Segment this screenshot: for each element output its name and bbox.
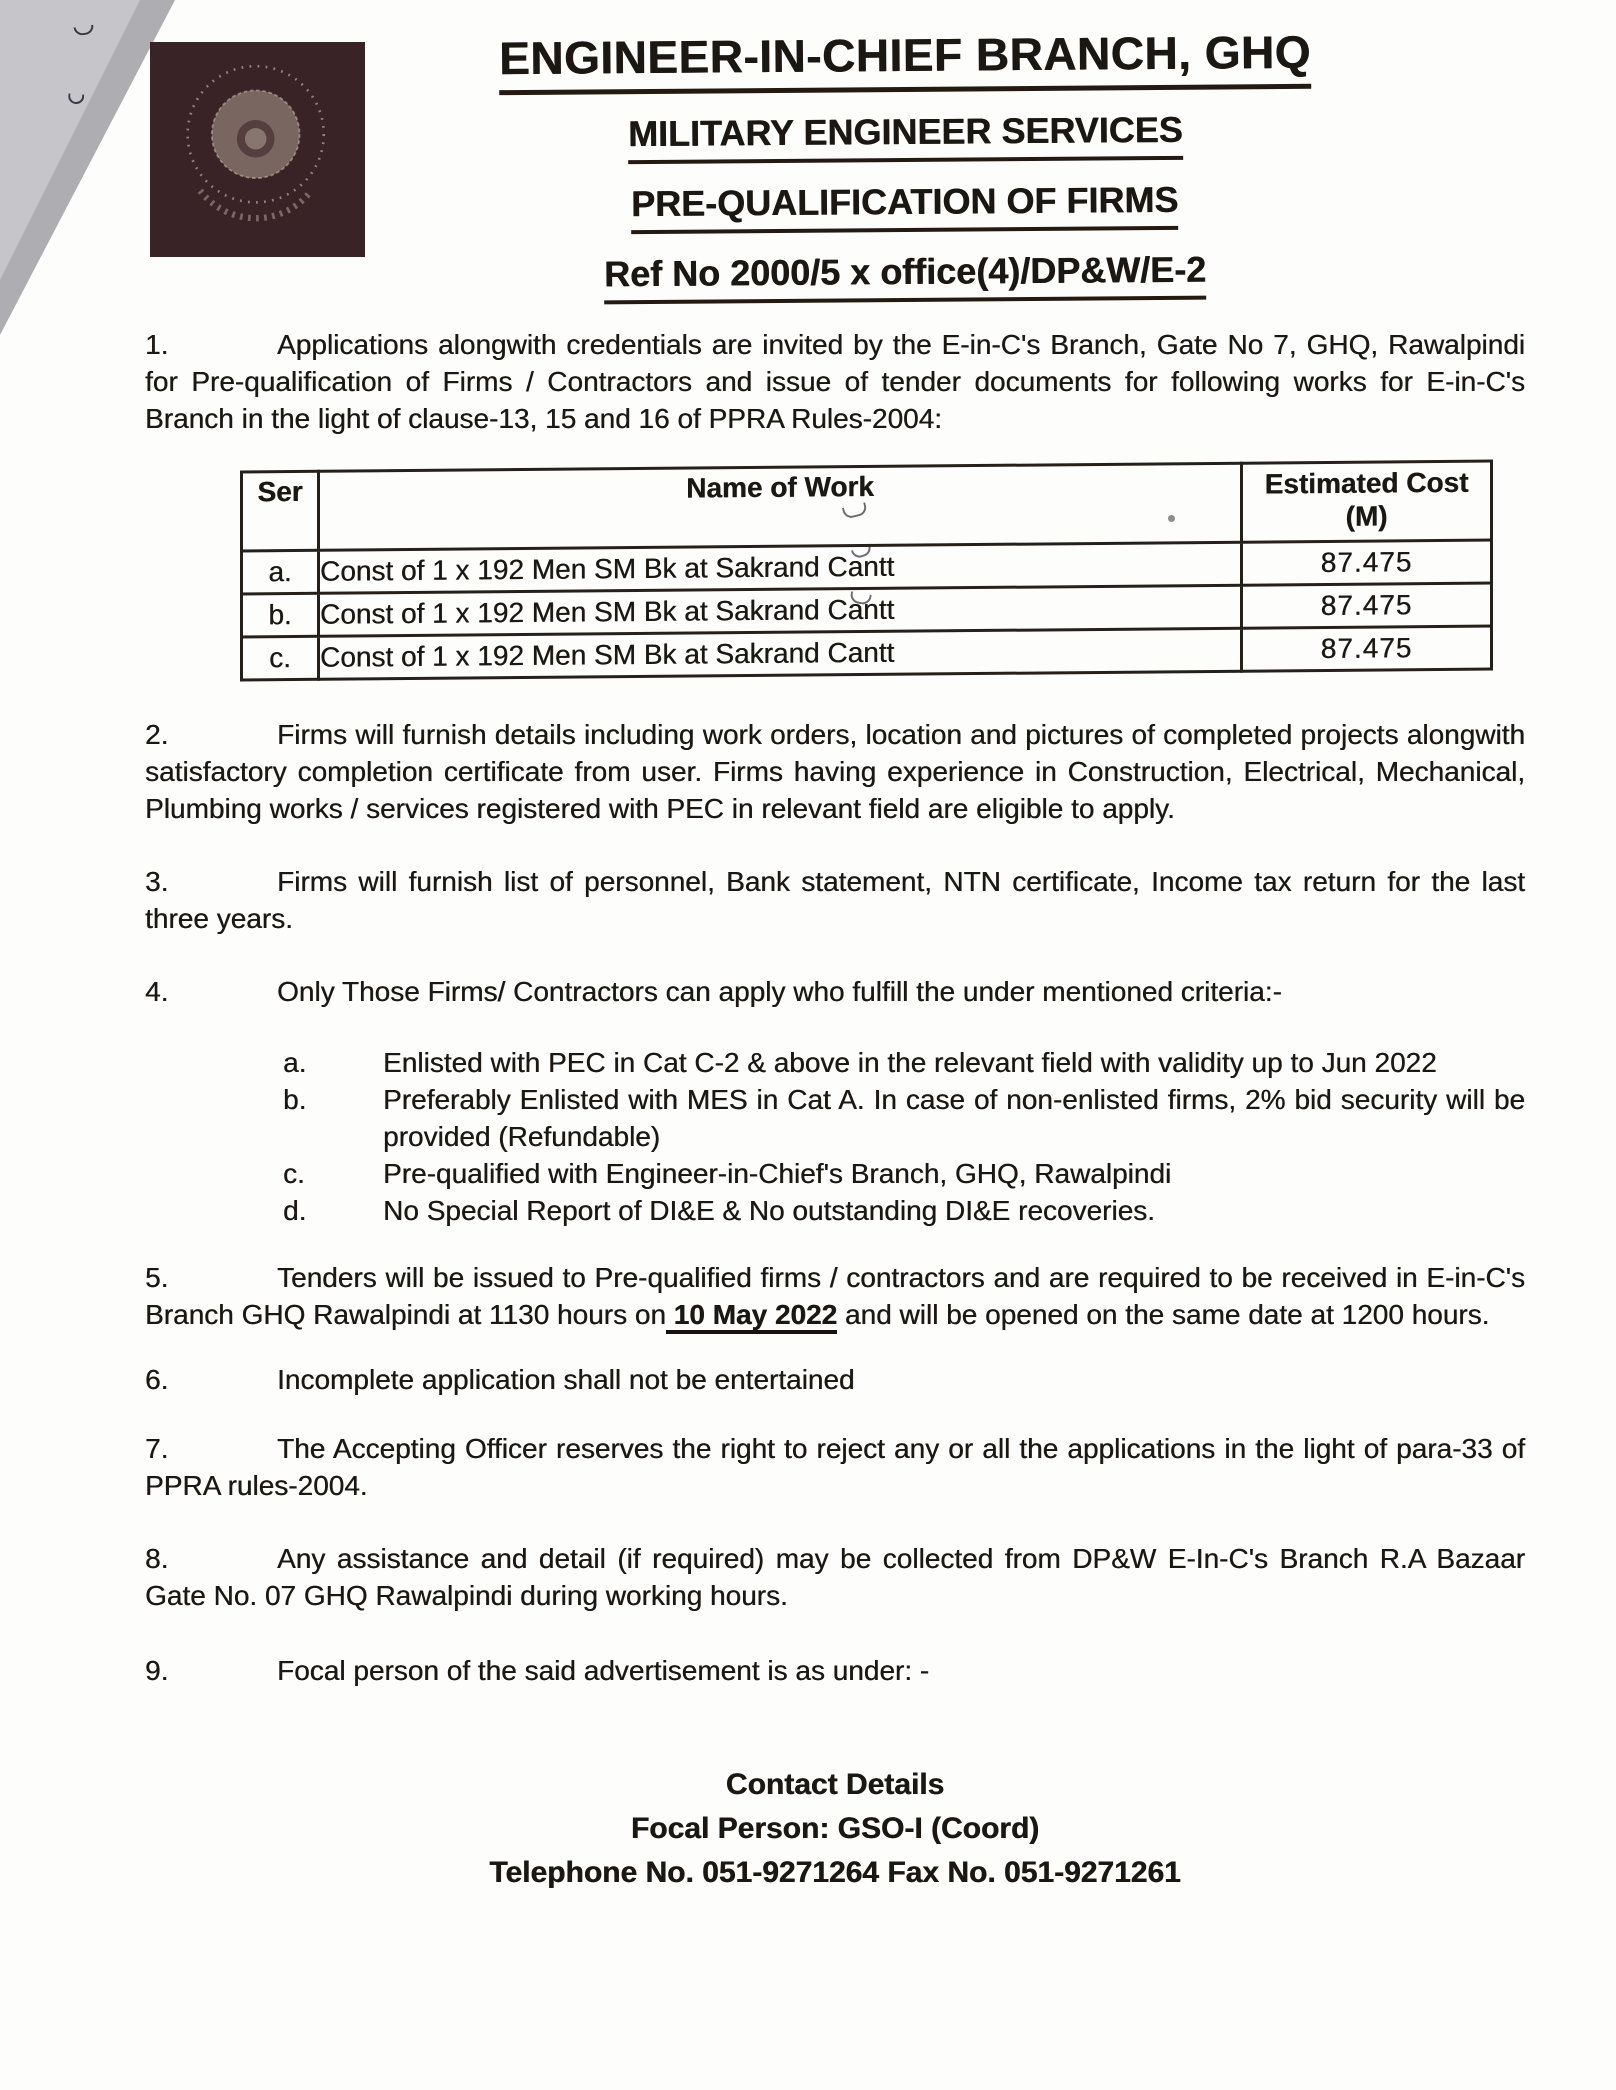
para-number: 2. [145, 719, 169, 750]
item-letter: b. [283, 1084, 307, 1115]
document-header [145, 0, 1525, 300]
work-name-cell: Const of 1 x 192 Men SM Bk at Sakrand Cantt [319, 542, 1242, 593]
criteria-item-c [283, 1155, 1525, 1192]
col-header-cost-line2: (M) [1345, 500, 1388, 532]
contact-phone-fax: Telephone No. 051-9271264 Fax No. 051-9271261 [489, 1856, 1181, 1889]
col-header-cost-line1: Estimated Cost [1264, 466, 1469, 500]
ser-cell: a. [242, 550, 319, 594]
cost-cell: 87.475 [1242, 583, 1492, 628]
paragraph-9 [145, 1652, 1525, 1689]
para-number: 1. [145, 329, 169, 360]
para-text: Focal person of the said advertisement is as under: - [277, 1655, 930, 1686]
criteria-list [283, 1044, 1525, 1229]
title-block [285, 25, 1525, 302]
cost-cell: 87.475 [1242, 540, 1492, 585]
para-text: Any assistance and detail (if required) may be collected from DP&W E-In-C's Branch R.A Bazaar Gate No. 07 GHQ Rawalpindi during working hours. [145, 1543, 1525, 1611]
paragraph-6 [145, 1361, 1525, 1398]
para-number: 4. [145, 976, 169, 1007]
contact-details [145, 1763, 1525, 1895]
contact-title: Contact Details [725, 1768, 945, 1801]
works-table [240, 460, 1493, 682]
item-text: Preferably Enlisted with MES in Cat A. In case of non-enlisted firms, 2% bid security will be provided (Refundable) [383, 1084, 1525, 1152]
para-text: Firms will furnish details including work orders, location and pictures of completed projects alongwith satisfactory completion certificate from user. Firms having experience in Construction, Electrical, Mechanical, Plumbing works / services registered with PEC in relevant field are eligible to apply. [145, 719, 1525, 824]
paragraph-1 [145, 326, 1525, 437]
paragraph-2 [145, 716, 1525, 827]
ser-cell: b. [242, 593, 319, 637]
tender-date: 10 May 2022 [666, 1299, 837, 1334]
para-number: 5. [145, 1262, 169, 1293]
paragraph-4 [145, 973, 1525, 1010]
col-header-ser: Ser [242, 471, 319, 551]
reference-number: Ref No 2000/5 x office(4)/DP&W/E-2 [604, 249, 1207, 305]
cost-cell: 87.475 [1242, 626, 1492, 671]
work-name-cell: Const of 1 x 192 Men SM Bk at Sakrand Cantt [319, 585, 1242, 636]
criteria-item-a [283, 1044, 1525, 1081]
para-text: The Accepting Officer reserves the right to reject any or all the applications in the light of para-33 of PPRA rules-2004. [145, 1433, 1525, 1501]
para-text: Only Those Firms/ Contractors can apply who fulfill the under mentioned criteria:- [277, 976, 1282, 1007]
para-text-before: Tenders will be issued to Pre-qualified firms / contractors and are required to be received in E-in-C's Branch GHQ Rawalpindi at 1130 hours on [145, 1262, 1525, 1330]
col-header-name-of-work: Name of Work [319, 463, 1242, 550]
para-text: Firms will furnish list of personnel, Bank statement, NTN certificate, Income tax return for the last three years. [145, 866, 1525, 934]
para-number: 9. [145, 1655, 169, 1686]
paragraph-3 [145, 863, 1525, 937]
services-subtitle: MILITARY ENGINEER SERVICES [627, 109, 1182, 164]
para-number: 8. [145, 1543, 169, 1574]
para-text: Applications alongwith credentials are invited by the E-in-C's Branch, Gate No 7, GHQ, Rawalpindi for Pre-qualification of Firms / Contractors and issue of tender documents for following works for E-in-C's Branch in the light of clause-13, 15 and 16 of PPRA Rules-2004: [145, 329, 1525, 434]
criteria-item-d [283, 1192, 1525, 1229]
para-text-after: and will be opened on the same date at 1200 hours. [837, 1299, 1490, 1330]
item-text: No Special Report of DI&E & No outstanding DI&E recoveries. [383, 1195, 1155, 1226]
criteria-item-b [283, 1081, 1525, 1155]
para-text: Incomplete application shall not be entertained [277, 1364, 855, 1395]
item-letter: c. [283, 1158, 305, 1189]
para-number: 6. [145, 1364, 169, 1395]
ser-cell: c. [242, 636, 319, 680]
paragraph-7 [145, 1430, 1525, 1504]
col-header-estimated-cost [1242, 461, 1492, 542]
para-number: 3. [145, 866, 169, 897]
contact-focal-person: Focal Person: GSO-I (Coord) [630, 1812, 1040, 1845]
para-number: 7. [145, 1433, 169, 1464]
item-letter: a. [283, 1047, 307, 1078]
document-subject: PRE-QUALIFICATION OF FIRMS [631, 179, 1179, 234]
paragraph-5 [145, 1259, 1525, 1333]
item-text: Pre-qualified with Engineer-in-Chief's Branch, GHQ, Rawalpindi [383, 1158, 1172, 1189]
table-header-row [242, 461, 1492, 551]
branch-title: ENGINEER-IN-CHIEF BRANCH, GHQ [499, 25, 1311, 95]
item-letter: d. [283, 1195, 307, 1226]
item-text: Enlisted with PEC in Cat C-2 & above in the relevant field with validity up to Jun 2022 [383, 1047, 1437, 1078]
paragraph-8 [145, 1540, 1525, 1614]
work-name-cell: Const of 1 x 192 Men SM Bk at Sakrand Cantt [319, 628, 1242, 679]
